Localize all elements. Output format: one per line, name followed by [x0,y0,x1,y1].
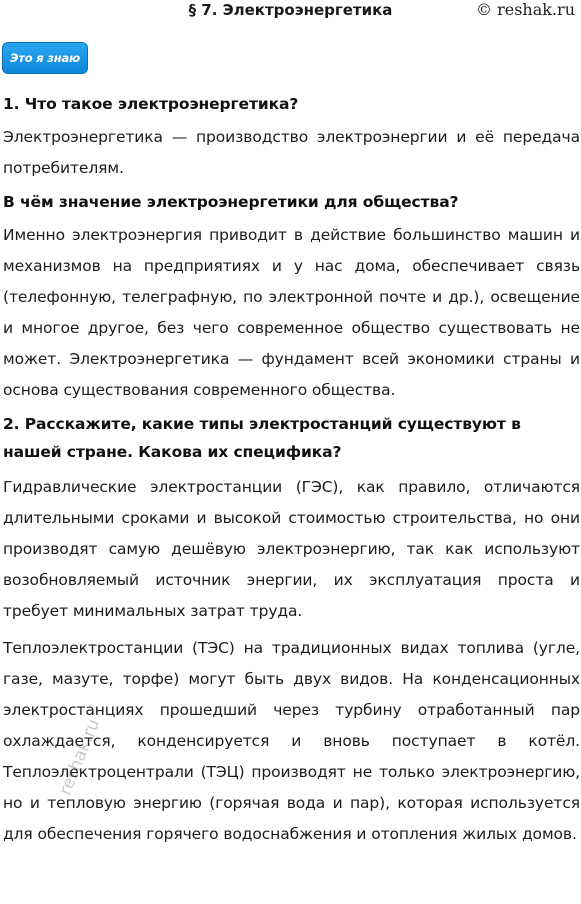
answer-2-paragraph-hydro: Гидравлические электростанции (ГЭС), как правило, отличаются длительными сроками и высокой стоимостью строительства, но они производят самую дешёвую электроэнергию, так как используют возобновляемый источник энергии, их эксплуатация проста и требует минимальных затрат труда. [3,478,580,620]
document-body [3,90,580,850]
answer-1-paragraph: Электроэнергетика — производство электроэнергии и её передача потребителям. [3,128,580,177]
section-badge: Это я знаю [2,42,88,74]
answer-2-paragraph-thermal: Теплоэлектростанции (ТЭС) на традиционных видах топлива (угле, газе, мазуте, торфе) могут быть двух видов. На конденсационных электростанциях прошедший через турбину отработанный пар охлаждается, конденсируется и вновь поступает в котёл. Теплоэлектроцентрали (ТЭЦ) производят не только электроэнергию, но и тепловую энергию (горячая вода и пар), которая используется для обеспечения горячего водоснабжения и отопления жилых домов. [3,639,580,843]
site-credit: © reshak.ru [476,0,575,19]
question-1b-heading: В чём значение электроэнергетики для общества? [3,193,459,211]
question-1-heading: 1. Что такое электроэнергетика? [3,95,299,113]
question-2-heading: 2. Расскажите, какие типы электростанций существуют в нашей стране. Какова их специфика? [3,415,521,461]
page-header [0,0,581,22]
watermark: reshak.ru [55,716,105,798]
page-title: § 7. Электроэнергетика [188,1,393,19]
answer-1b-paragraph: Именно электроэнергия приводит в действие большинство машин и механизмов на предприятиях и у нас дома, обеспечивает связь (телефонную, телеграфную, по электронной почте и др.), освещение и многое другое, без чего современное общество существовать не может. Электроэнергетика — фундамент всей экономики страны и основа существования современного общества. [3,226,580,399]
